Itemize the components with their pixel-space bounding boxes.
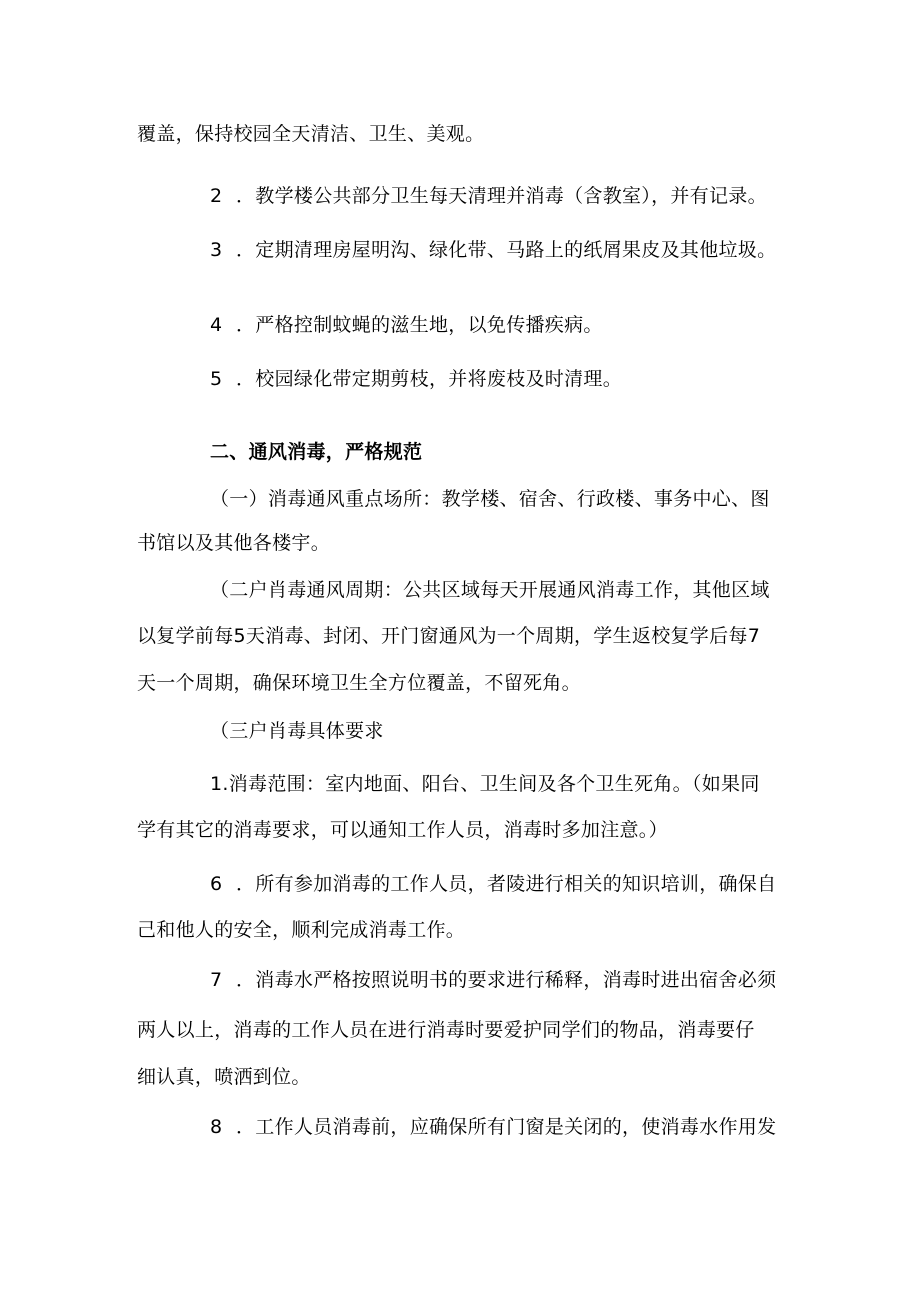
list-item-text: ．定期清理房屋明沟、绿化带、马路上的纸屑果皮及其他垃圾。	[236, 239, 777, 261]
list-item-number: 4	[210, 314, 223, 336]
list-item-number: 7	[210, 969, 223, 991]
list-item-4	[210, 313, 603, 337]
list-item-2	[210, 184, 767, 208]
item-6-line-1	[210, 872, 776, 896]
list-item-text: ．工作人员消毒前，应确保所有门窗是关闭的，使消毒水作用发	[236, 1116, 777, 1138]
item-7-line-3: 细认真，喷洒到位。	[137, 1066, 311, 1088]
paragraph-1-line-1: （一）消毒通风重点场所：教学楼、宿舍、行政楼、事务中心、图	[210, 488, 770, 510]
list-item-text: ．所有参加消毒的工作人员，者陵进行相关的知识培训，确保自	[236, 873, 777, 895]
section-heading: 二、通风消毒，严格规范	[210, 441, 423, 463]
continuation-line: 覆盖，保持校园全天清洁、卫生、美观。	[137, 123, 485, 145]
list-item-text: ．校园绿化带定期剪枝，并将废枝及时清理。	[236, 368, 623, 390]
paragraph-3: （三户肖毒具体要求	[210, 720, 384, 742]
list-item-number: 5	[210, 368, 223, 390]
item-1-line-2: 学有其它的消毒要求，可以通知工作人员，消毒时多加注意。）	[137, 819, 668, 841]
list-item-number: 2	[210, 185, 223, 207]
paragraph-2-line-2: 以复学前每5天消毒、封闭、开门窗通风为一个周期，学生返校复学后每7	[137, 625, 761, 647]
paragraph-2-line-3: 天一个周期，确保环境卫生全方位覆盖，不留死角。	[137, 672, 581, 694]
list-item-text: ．消毒水严格按照说明书的要求进行稀释，消毒时进出宿舍必须	[236, 969, 777, 991]
list-item-text: ．教学楼公共部分卫生每天清理并消毒（含教室），并有记录。	[236, 185, 767, 207]
list-item-3	[210, 238, 776, 262]
list-item-number: 3	[210, 239, 223, 261]
item-7-line-1	[210, 968, 776, 992]
list-item-5	[210, 367, 622, 391]
list-item-text: ．严格控制蚊蝇的滋生地，以免传播疾病。	[236, 314, 603, 336]
list-item-number: 6	[210, 873, 223, 895]
paragraph-1-line-2: 书馆以及其他各楼宇。	[137, 532, 331, 554]
list-item-number: 8	[210, 1116, 223, 1138]
item-1-line-1: 1.消毒范围：室内地面、阳台、卫生间及各个卫生死角。（如果同	[210, 773, 760, 795]
item-7-line-2: 两人以上，消毒的工作人员在进行消毒时要爱护同学们的物品，消毒要仔	[137, 1019, 755, 1041]
item-8-line-1	[210, 1115, 776, 1139]
paragraph-2-line-1: （二户肖毒通风周期：公共区域每天开展通风消毒工作，其他区域	[210, 579, 770, 601]
item-6-line-2: 己和他人的安全，顺利完成消毒工作。	[137, 919, 466, 941]
